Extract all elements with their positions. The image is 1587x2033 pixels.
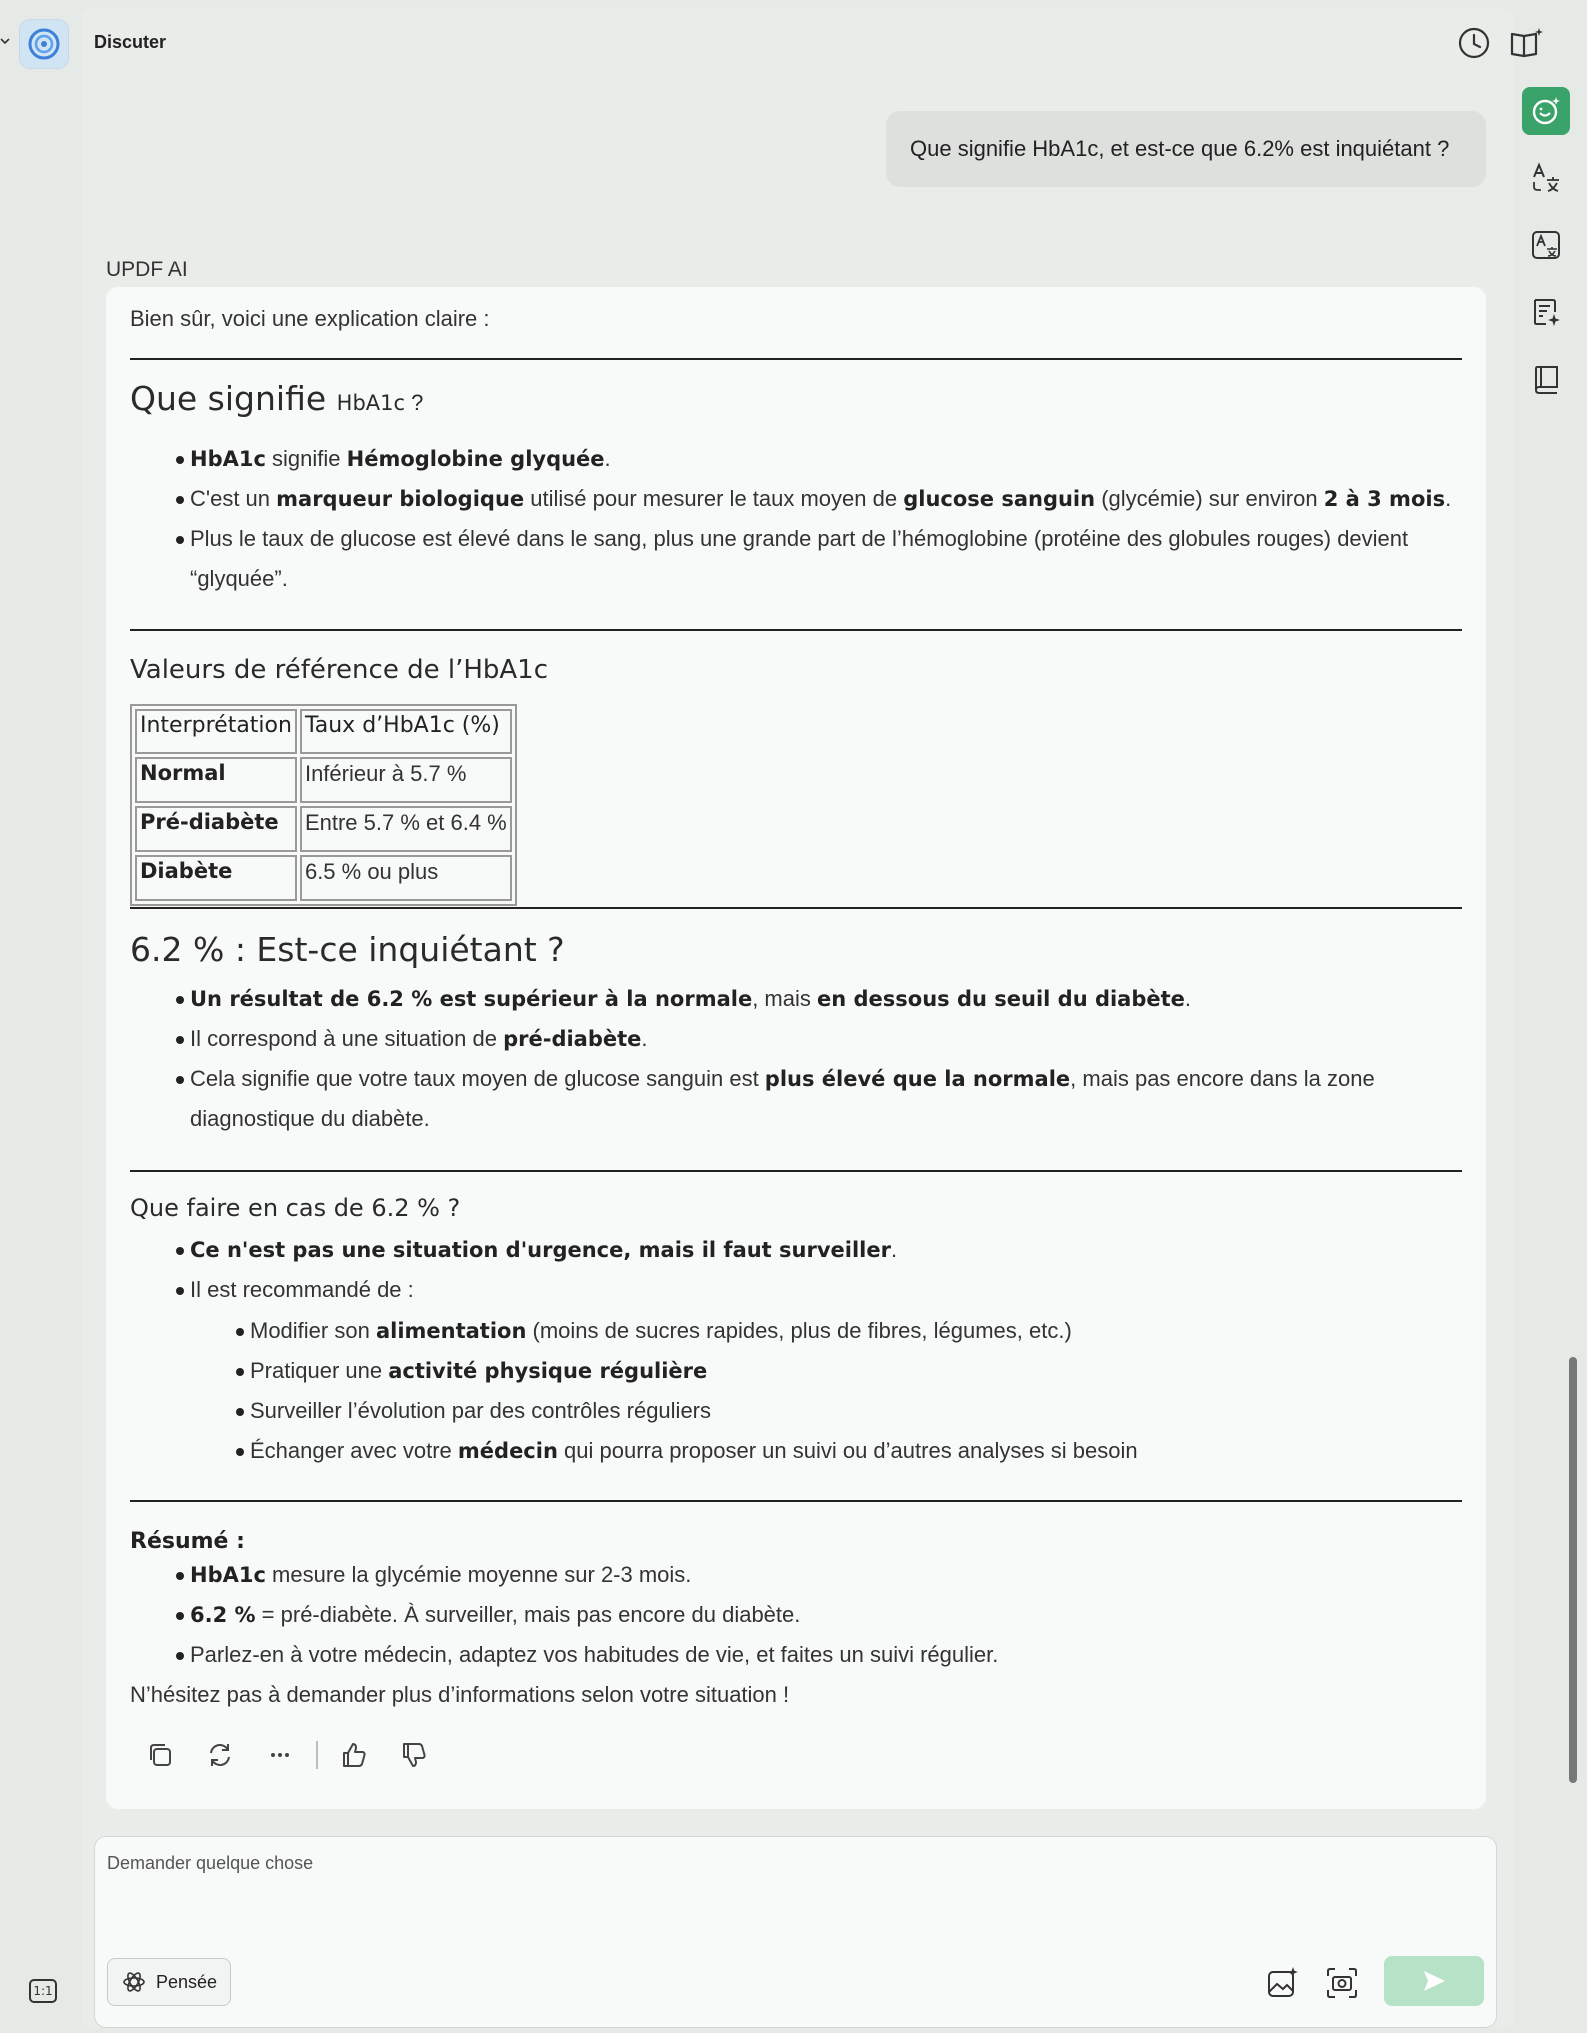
copy-icon [145,1740,175,1770]
list-item [236,1351,1462,1391]
bullet-list [130,439,1462,599]
user-message: Que signifie HbA1c, et est-ce que 6.2% est inquiétant ? [886,111,1486,187]
text: . [604,446,611,471]
list-item [176,1595,1462,1635]
bold-text: alimentation [375,1319,527,1343]
book-sparkle-icon[interactable] [1508,25,1544,61]
separator [316,1741,318,1769]
dislike-button[interactable] [384,1735,444,1775]
table-row [135,806,512,852]
bold-text: en dessous du seuil du diabète [817,987,1185,1011]
summarize-button[interactable] [1522,288,1570,336]
list-item [176,1019,1462,1059]
table-header: Taux d’HbA1c (%) [300,709,512,754]
bold-text: glucose sanguin [903,487,1096,511]
answer-intro: Bien sûr, voici une explication claire : [130,306,490,331]
list-item: Plus le taux de glucose est élevé dans le sang, plus une grande part de l’hémoglobine (protéine des globules rouges) devient “glyquée”. [176,519,1462,599]
bullet-list [130,1230,1462,1310]
message-composer [94,1836,1497,2028]
list-item: Parlez-en à votre médecin, adaptez vos habitudes de vie, et faites un suivi régulier. [176,1635,1462,1675]
regenerate-button[interactable] [190,1735,250,1775]
text: Échanger avec votre [250,1438,458,1463]
translate-button[interactable] [1522,154,1570,202]
text: (glycémie) sur environ [1095,486,1324,511]
table-cell: Normal [135,757,297,803]
table-header: Interprétation [135,709,297,754]
text: , mais [752,986,817,1011]
text: . [1445,486,1452,511]
section-heading: Valeurs de référence de l’HbA1c [130,655,549,685]
bold-text: activité physique régulière [388,1359,708,1383]
list-item [176,1555,1462,1595]
divider [130,629,1462,631]
text: mesure la glycémie moyenne sur 2-3 mois. [265,1562,692,1587]
heading-text: Que signifie [130,379,337,418]
book-button[interactable] [1522,355,1570,403]
like-button[interactable] [324,1735,384,1775]
divider [130,358,1462,360]
reference-table [130,704,517,906]
text: C'est un [190,486,277,511]
list-item: Il est recommandé de : [176,1270,1462,1310]
text: . [890,1237,898,1262]
list-item [176,1059,1462,1139]
thinking-toggle[interactable] [107,1958,231,2006]
app-logo[interactable] [20,20,68,68]
text: Cela signifie que votre taux moyen de glucose sanguin est [190,1066,765,1091]
bold-text: médecin [457,1439,558,1463]
translate-alt-icon [1530,229,1562,261]
chat-panel [82,8,1514,2028]
bullet-list [130,979,1462,1139]
table-cell: Pré-diabète [135,806,297,852]
list-item [176,1230,1462,1270]
table-row [135,855,512,901]
text: = pré-diabète. À surveiller, mais pas encore du diabète. [255,1602,801,1627]
text: qui pourra proposer un suivi ou d’autres analyses si besoin [557,1438,1138,1463]
divider [130,907,1462,909]
message-actions [130,1735,444,1775]
send-icon [1421,1968,1447,1994]
list-item [176,979,1462,1019]
text: Modifier son [250,1318,376,1343]
text: utilisé pour mesurer le taux moyen de [524,486,904,511]
ai-logo-icon [20,20,68,68]
table-cell: Inférieur à 5.7 % [300,757,512,803]
book-icon [1530,363,1562,395]
bold-text: plus élevé que la normale [764,1067,1071,1091]
list-item [176,439,1462,479]
thumbs-up-icon [339,1740,369,1770]
list-item [236,1311,1462,1351]
table-cell: 6.5 % ou plus [300,855,512,901]
summary-title: Résumé : [130,1529,245,1554]
page-title: Discuter [94,32,167,52]
more-button[interactable] [250,1735,310,1775]
list-item: Surveiller l’évolution par des contrôles réguliers [236,1391,1462,1431]
more-icon [265,1740,295,1770]
table-header-row [135,709,512,754]
bold-text: Un résultat de 6.2 % est supérieur à la normale [190,987,753,1011]
bullet-list [130,1555,1462,1675]
bold-text: 2 à 3 mois [1323,487,1446,511]
message-input[interactable] [107,1853,1407,1874]
chat-ai-icon [1530,95,1562,127]
translate-alt-button[interactable] [1522,221,1570,269]
scrollbar[interactable] [1569,1357,1577,1783]
image-upload-icon[interactable] [1265,1966,1299,2000]
section-heading: 6.2 % : Est-ce inquiétant ? [130,930,565,969]
table-cell: Diabète [135,855,297,901]
text: signifie [265,446,347,471]
copy-button[interactable] [130,1735,190,1775]
heading-suffix: ? [405,390,424,415]
thinking-label: Pensée [156,1971,218,1992]
zoom-ratio-button[interactable]: 1:1 [29,1979,57,2003]
screenshot-icon[interactable] [1325,1966,1359,2000]
summarize-icon [1530,296,1562,328]
text: . [1184,986,1192,1011]
bold-text: Hémoglobine glyquée [346,447,605,471]
table-cell: Entre 5.7 % et 6.4 % [300,806,512,852]
text: (moins de sucres rapides, plus de fibres, légumes, etc.) [526,1318,1072,1343]
heading-code: HbA1c [336,391,406,415]
sub-bullet-list [176,1311,1462,1471]
regenerate-icon [205,1740,235,1770]
chevron-down-icon[interactable] [0,36,10,46]
chat-ai-button[interactable] [1522,87,1570,135]
text: , mais pas encore dans la zone diagnostique du diabète. [190,1066,1375,1131]
text: Pratiquer une [250,1358,389,1383]
assistant-message [106,287,1486,1809]
thumbs-down-icon [399,1740,429,1770]
closing-text: N’hésitez pas à demander plus d’informations selon votre situation ! [130,1682,790,1707]
bold-text: pré-diabète [503,1027,642,1051]
section-heading: Que faire en cas de 6.2 % ? [130,1194,461,1222]
left-strip [0,0,80,2033]
assistant-name: UPDF AI [106,258,188,281]
bold-text: HbA1c [190,1563,266,1587]
list-item [236,1431,1462,1471]
send-button[interactable] [1384,1956,1484,2006]
divider [130,1500,1462,1502]
atom-icon [122,1970,146,1994]
table-row [135,757,512,803]
bold-text: HbA1c [190,447,266,471]
bold-text: marqueur biologique [276,487,525,511]
bold-text: Ce n'est pas une situation d'urgence, mais il faut surveiller [190,1238,891,1262]
section-heading [130,379,423,418]
text: . [641,1026,648,1051]
translate-icon [1530,162,1562,194]
divider [130,1170,1462,1172]
bold-text: 6.2 % [190,1603,256,1627]
list-item [176,479,1462,519]
history-icon[interactable] [1456,25,1492,61]
text: Il correspond à une situation de [190,1026,504,1051]
